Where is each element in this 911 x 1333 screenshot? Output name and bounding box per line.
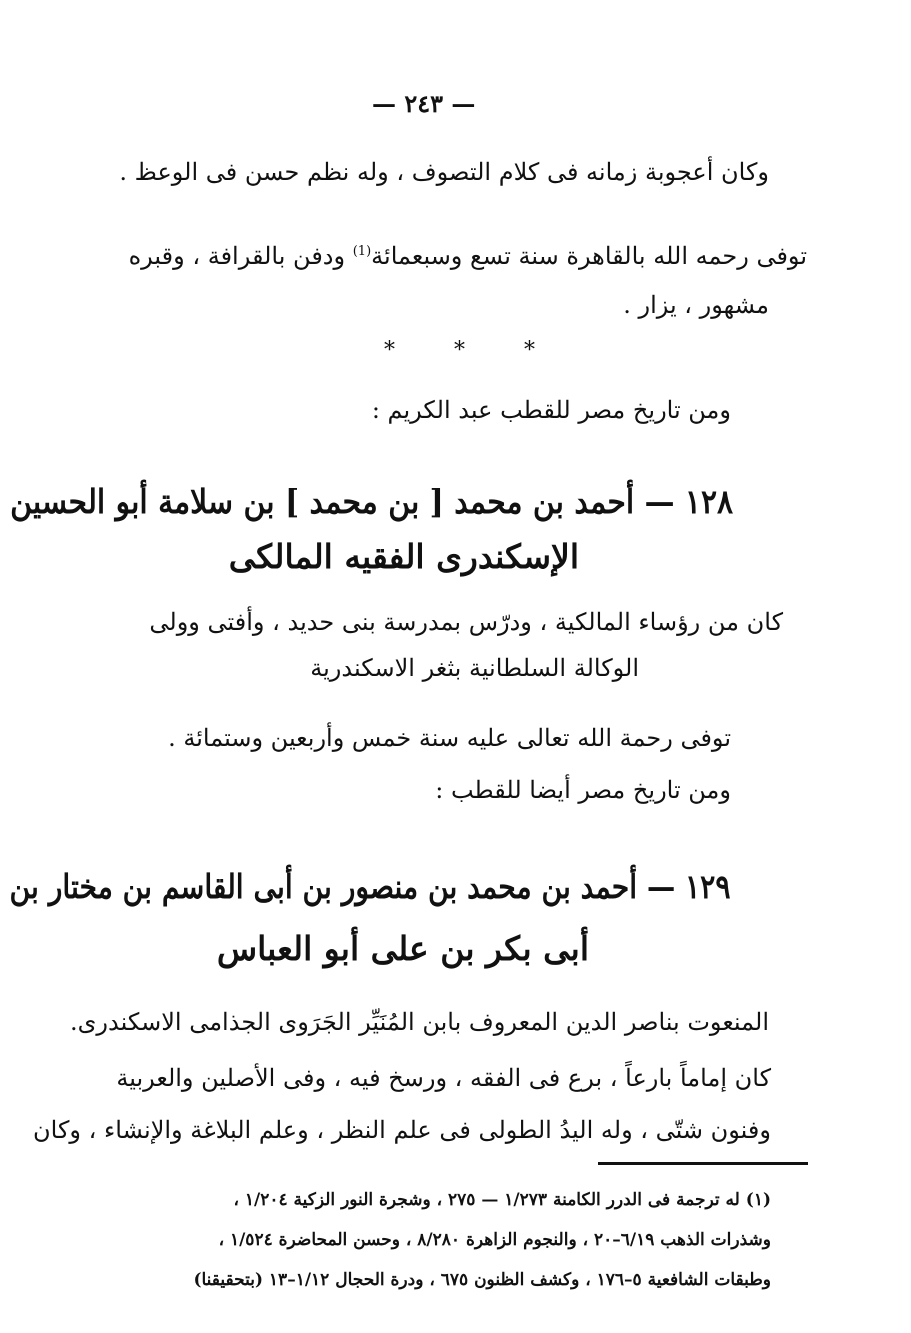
footnote-reference: (1)	[352, 244, 372, 259]
paragraph-7-line-2: كان إماماً بارعاً ، برع فى الفقه ، ورسخ فيه ، وفى الأصلين والعربية	[116, 1064, 771, 1092]
paragraph-5: توفى رحمة الله تعالى عليه سنة خمس وأربعين وستمائة .	[168, 724, 731, 752]
paragraph-4-line-1: كان من رؤساء المالكية ، ودرّس بمدرسة بنى حديد ، وأفتى وولى	[149, 608, 783, 636]
paragraph-6-source: ومن تاريخ مصر أيضا للقطب :	[435, 776, 731, 804]
paragraph-7-line-3: وفنون شتّى ، وله اليدُ الطولى فى علم النظر ، وعلم البلاغة والإنشاء ، وكان	[33, 1116, 771, 1144]
paragraph-2-line-1-end: ودفن بالقرافة ، وقبره	[128, 242, 353, 270]
section-separator-stars: * * *	[384, 338, 561, 363]
paragraph-4-line-2: الوكالة السلطانية بثغر الاسكندرية	[310, 654, 639, 682]
entry-128-heading-line-1: ١٢٨ — أحمد بن محمد [ بن محمد ] بن سلامة أبو الحسين	[10, 482, 733, 521]
entry-129-heading-line-1: ١٢٩ — أحمد بن محمد بن منصور بن أبى القاسم بن مختار بن	[10, 867, 731, 906]
paragraph-7-line-1: المنعوت بناصر الدين المعروف بابن المُنَيِّر الجَرَوى الجذامى الاسكندرى.	[70, 1008, 769, 1036]
paragraph-2-line-1	[129, 244, 807, 268]
paragraph-2-line-2: مشهور ، يزار .	[623, 291, 769, 319]
footnote-line-1: (١) له ترجمة فى الدرر الكامنة ١/٢٧٣ — ٢٧٥ ، وشجرة النور الزكية ١/٢٠٤ ،	[233, 1190, 771, 1210]
footnote-separator-rule	[598, 1162, 808, 1165]
footnote-line-2: وشذرات الذهب ٦/١٩–٢٠ ، والنجوم الزاهرة ٨/٢٨٠ ، وحسن المحاضرة ١/٥٢٤ ،	[218, 1230, 771, 1250]
paragraph-1: وكان أعجوبة زمانه فى كلام التصوف ، وله نظم حسن فى الوعظ .	[119, 158, 769, 186]
paragraph-3-source: ومن تاريخ مصر للقطب عبد الكريم :	[371, 396, 731, 424]
entry-129-heading-line-2: أبى بكر بن على أبو العباس	[216, 929, 589, 968]
entry-128-heading-line-2: الإسكندرى الفقيه المالكى	[228, 537, 579, 576]
page-number: — ٢٤٣ —	[372, 89, 476, 118]
footnote-line-3: وطبقات الشافعية ٥–١٧٦ ، وكشف الظنون ٦٧٥ ، ودرة الحجال ١/١٢–١٣ (بتحقيقنا)	[193, 1270, 771, 1290]
paragraph-2-line-1-text: توفى رحمه الله بالقاهرة سنة تسع وسبعمائة	[371, 242, 807, 270]
